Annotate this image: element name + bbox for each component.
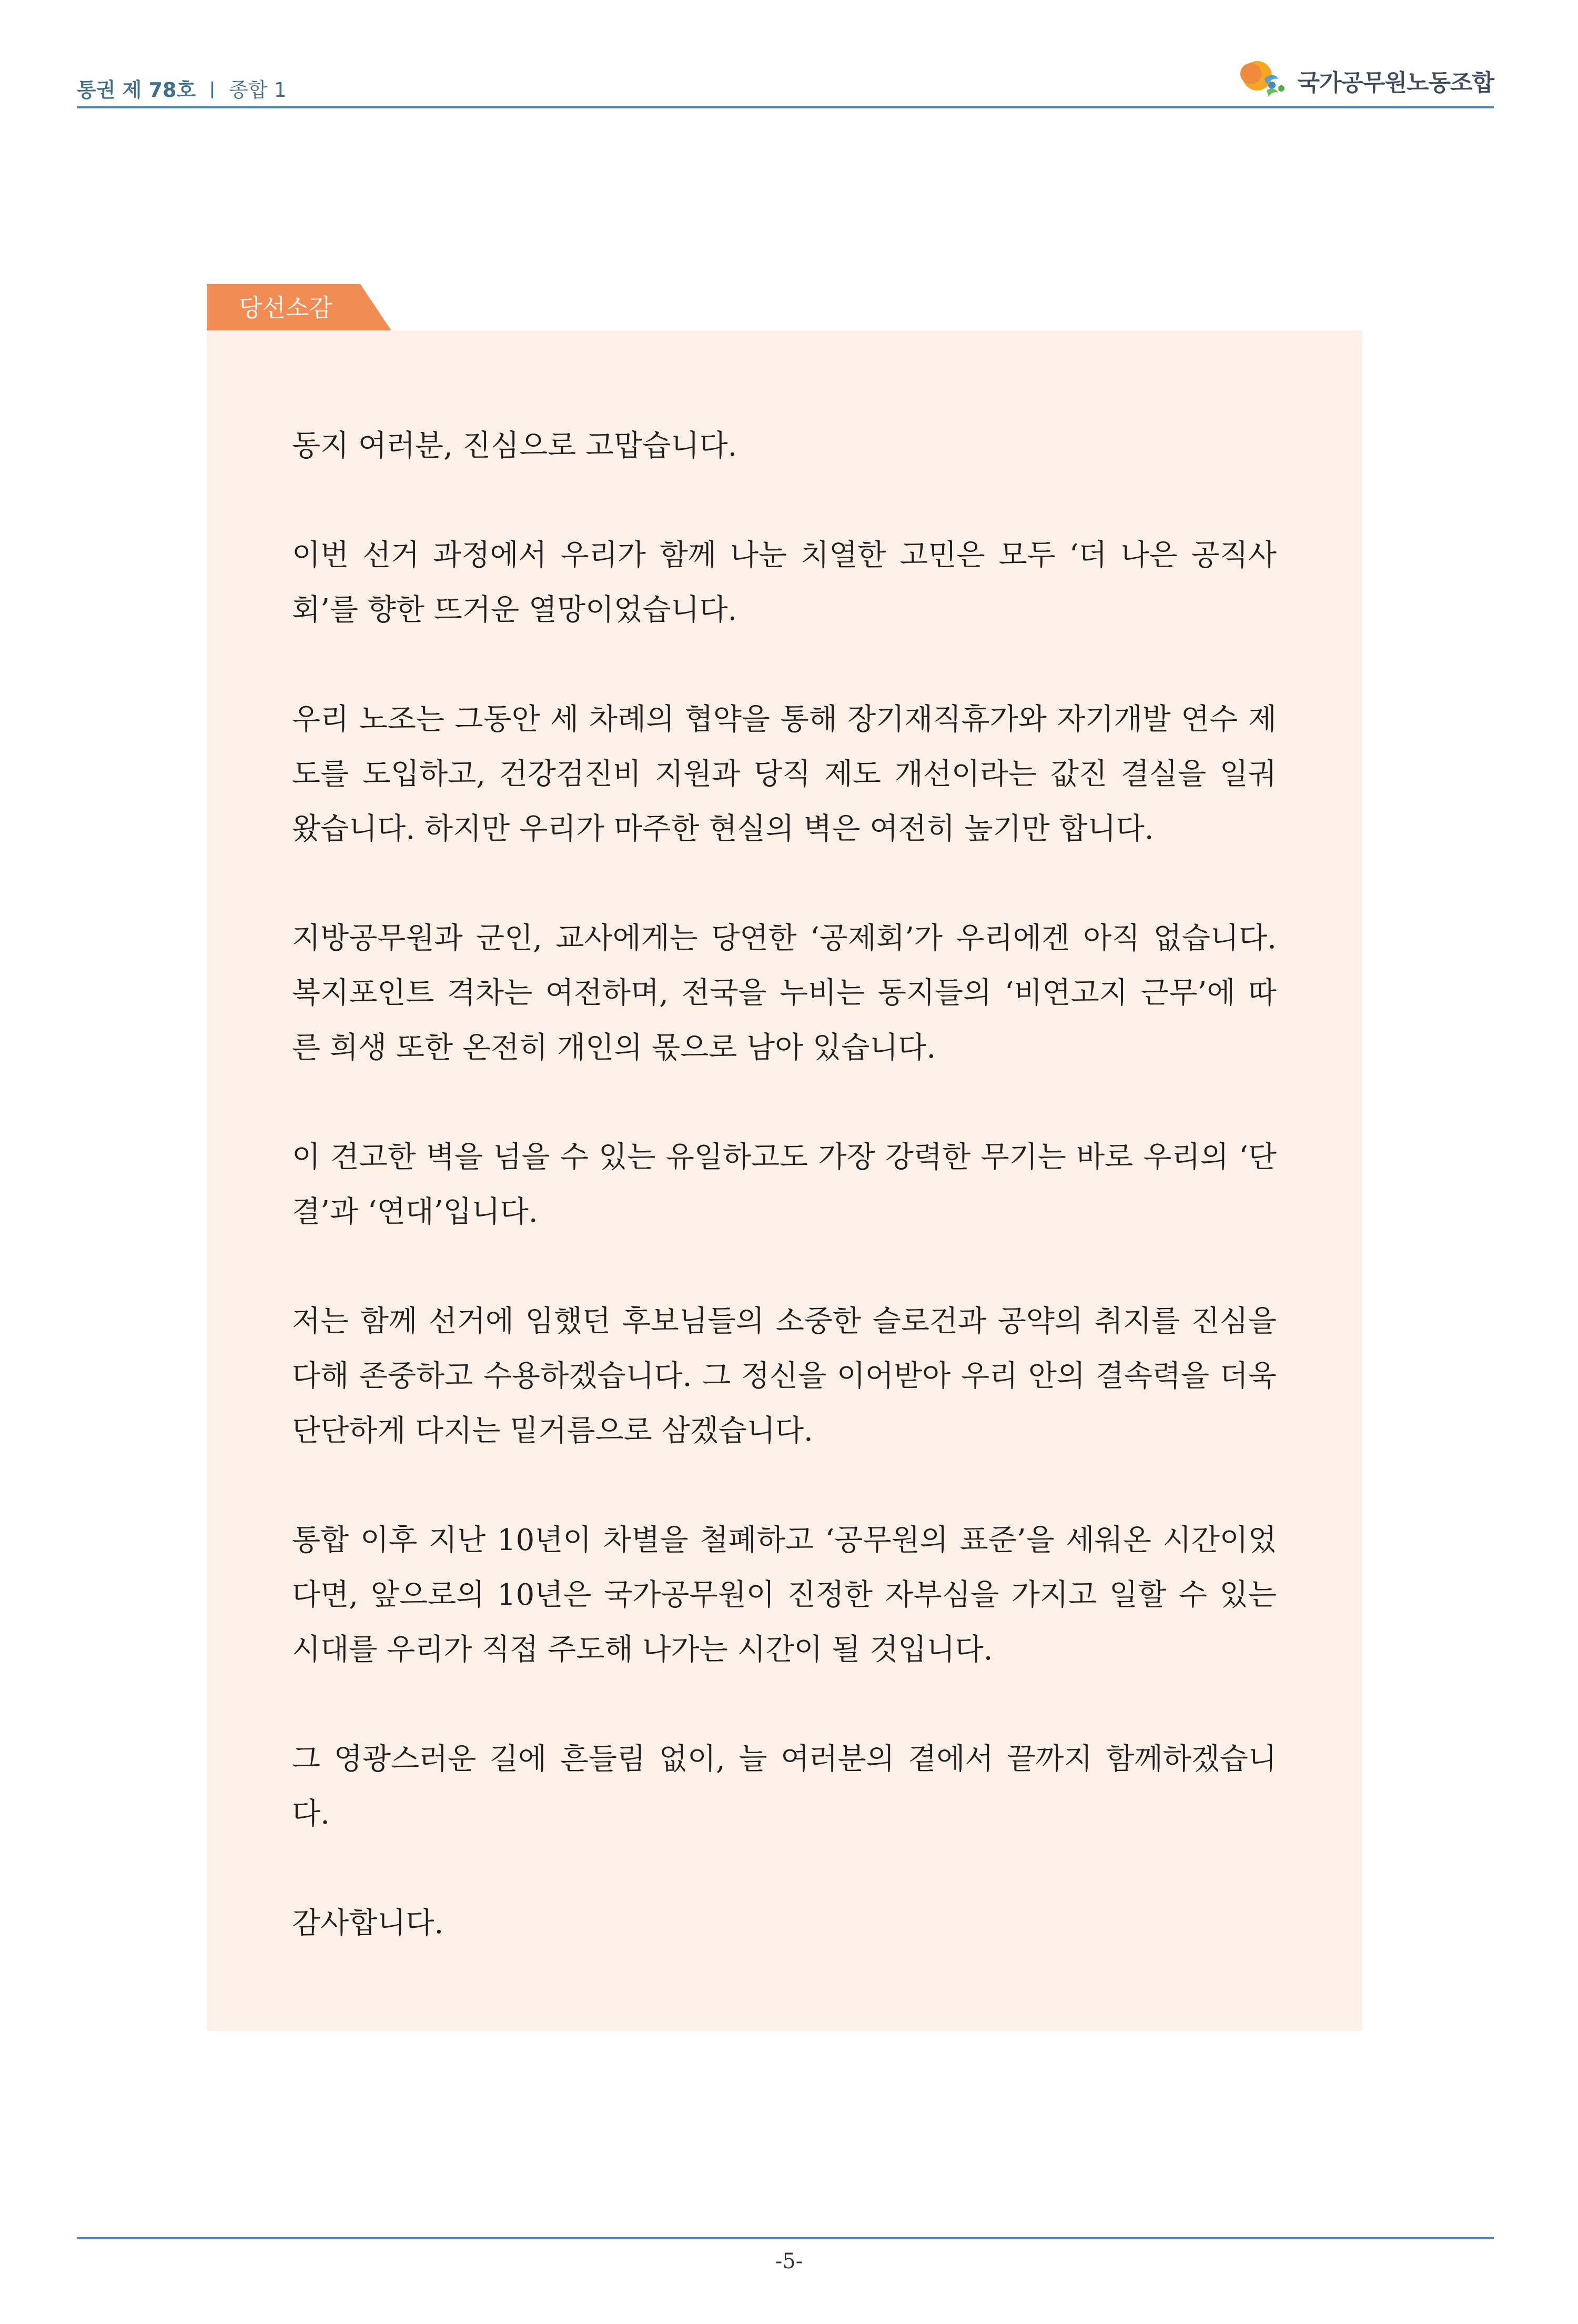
issue-number: 통권 제 78호	[77, 78, 196, 102]
footer-rule	[77, 2237, 1494, 2239]
header-rule	[77, 106, 1494, 108]
paragraph: 감사합니다.	[292, 1906, 444, 1940]
section-label: 종합 1	[229, 78, 287, 102]
union-logo-icon	[1239, 58, 1290, 103]
paragraph: 저는 함께 선거에 임했던 후보님들의 소중한 슬로건과 공약의 취지를 진심을 다해 존중하고 수용하겠습니다. 그 정신을 이어받아 우리 안의 결속력을 더욱 단단하게 다지는 밑거름으로 삼겠습니다.	[292, 1304, 1277, 1448]
page-header	[77, 58, 1494, 108]
paragraph: 이번 선거 과정에서 우리가 함께 나눈 치열한 고민은 모두 ‘더 나은 공직사회’를 향한 뜨거운 열망이었습니다.	[292, 538, 1277, 627]
article-body	[292, 419, 1277, 2006]
brand	[1239, 58, 1494, 103]
content-panel	[207, 330, 1362, 2031]
paragraph: 지방공무원과 군인, 교사에게는 당연한 ‘공제회’가 우리에겐 아직 없습니다. 복지포인트 격차는 여전하며, 전국을 누비는 동지들의 ‘비연고지 근무’에 따른 희생 또한 온전히 개인의 몫으로 남아 있습니다.	[292, 921, 1277, 1065]
paragraph: 통합 이후 지난 10년이 차별을 철폐하고 ‘공무원의 표준’을 세워온 시간이었다면, 앞으로의 10년은 국가공무원이 진정한 자부심을 가지고 일할 수 있는 시대를 우리가 직접 주도해 나가는 시간이 될 것입니다.	[292, 1523, 1277, 1667]
section-tag-label: 당선소감	[239, 294, 332, 322]
paragraph: 이 견고한 벽을 넘을 수 있는 유일하고도 가장 강력한 무기는 바로 우리의 ‘단결’과 ‘연대’입니다.	[292, 1140, 1277, 1229]
issue-info	[77, 74, 287, 103]
paragraph: 우리 노조는 그동안 세 차례의 협약을 통해 장기재직휴가와 자기개발 연수 제도를 도입하고, 건강검진비 지원과 당직 제도 개선이라는 값진 결실을 일궈 왔습니다. 하지만 우리가 마주한 현실의 벽은 여전히 높기만 합니다.	[292, 702, 1277, 846]
paragraph: 동지 여러분, 진심으로 고맙습니다.	[292, 429, 737, 463]
brand-name: 국가공무원노동조합	[1297, 69, 1494, 96]
header-separator	[211, 82, 213, 98]
paragraph: 그 영광스러운 길에 흔들림 없이, 늘 여러분의 곁에서 끝까지 함께하겠습니다.	[292, 1742, 1277, 1831]
section-tag	[207, 284, 392, 331]
page-number: -5-	[775, 2249, 803, 2273]
